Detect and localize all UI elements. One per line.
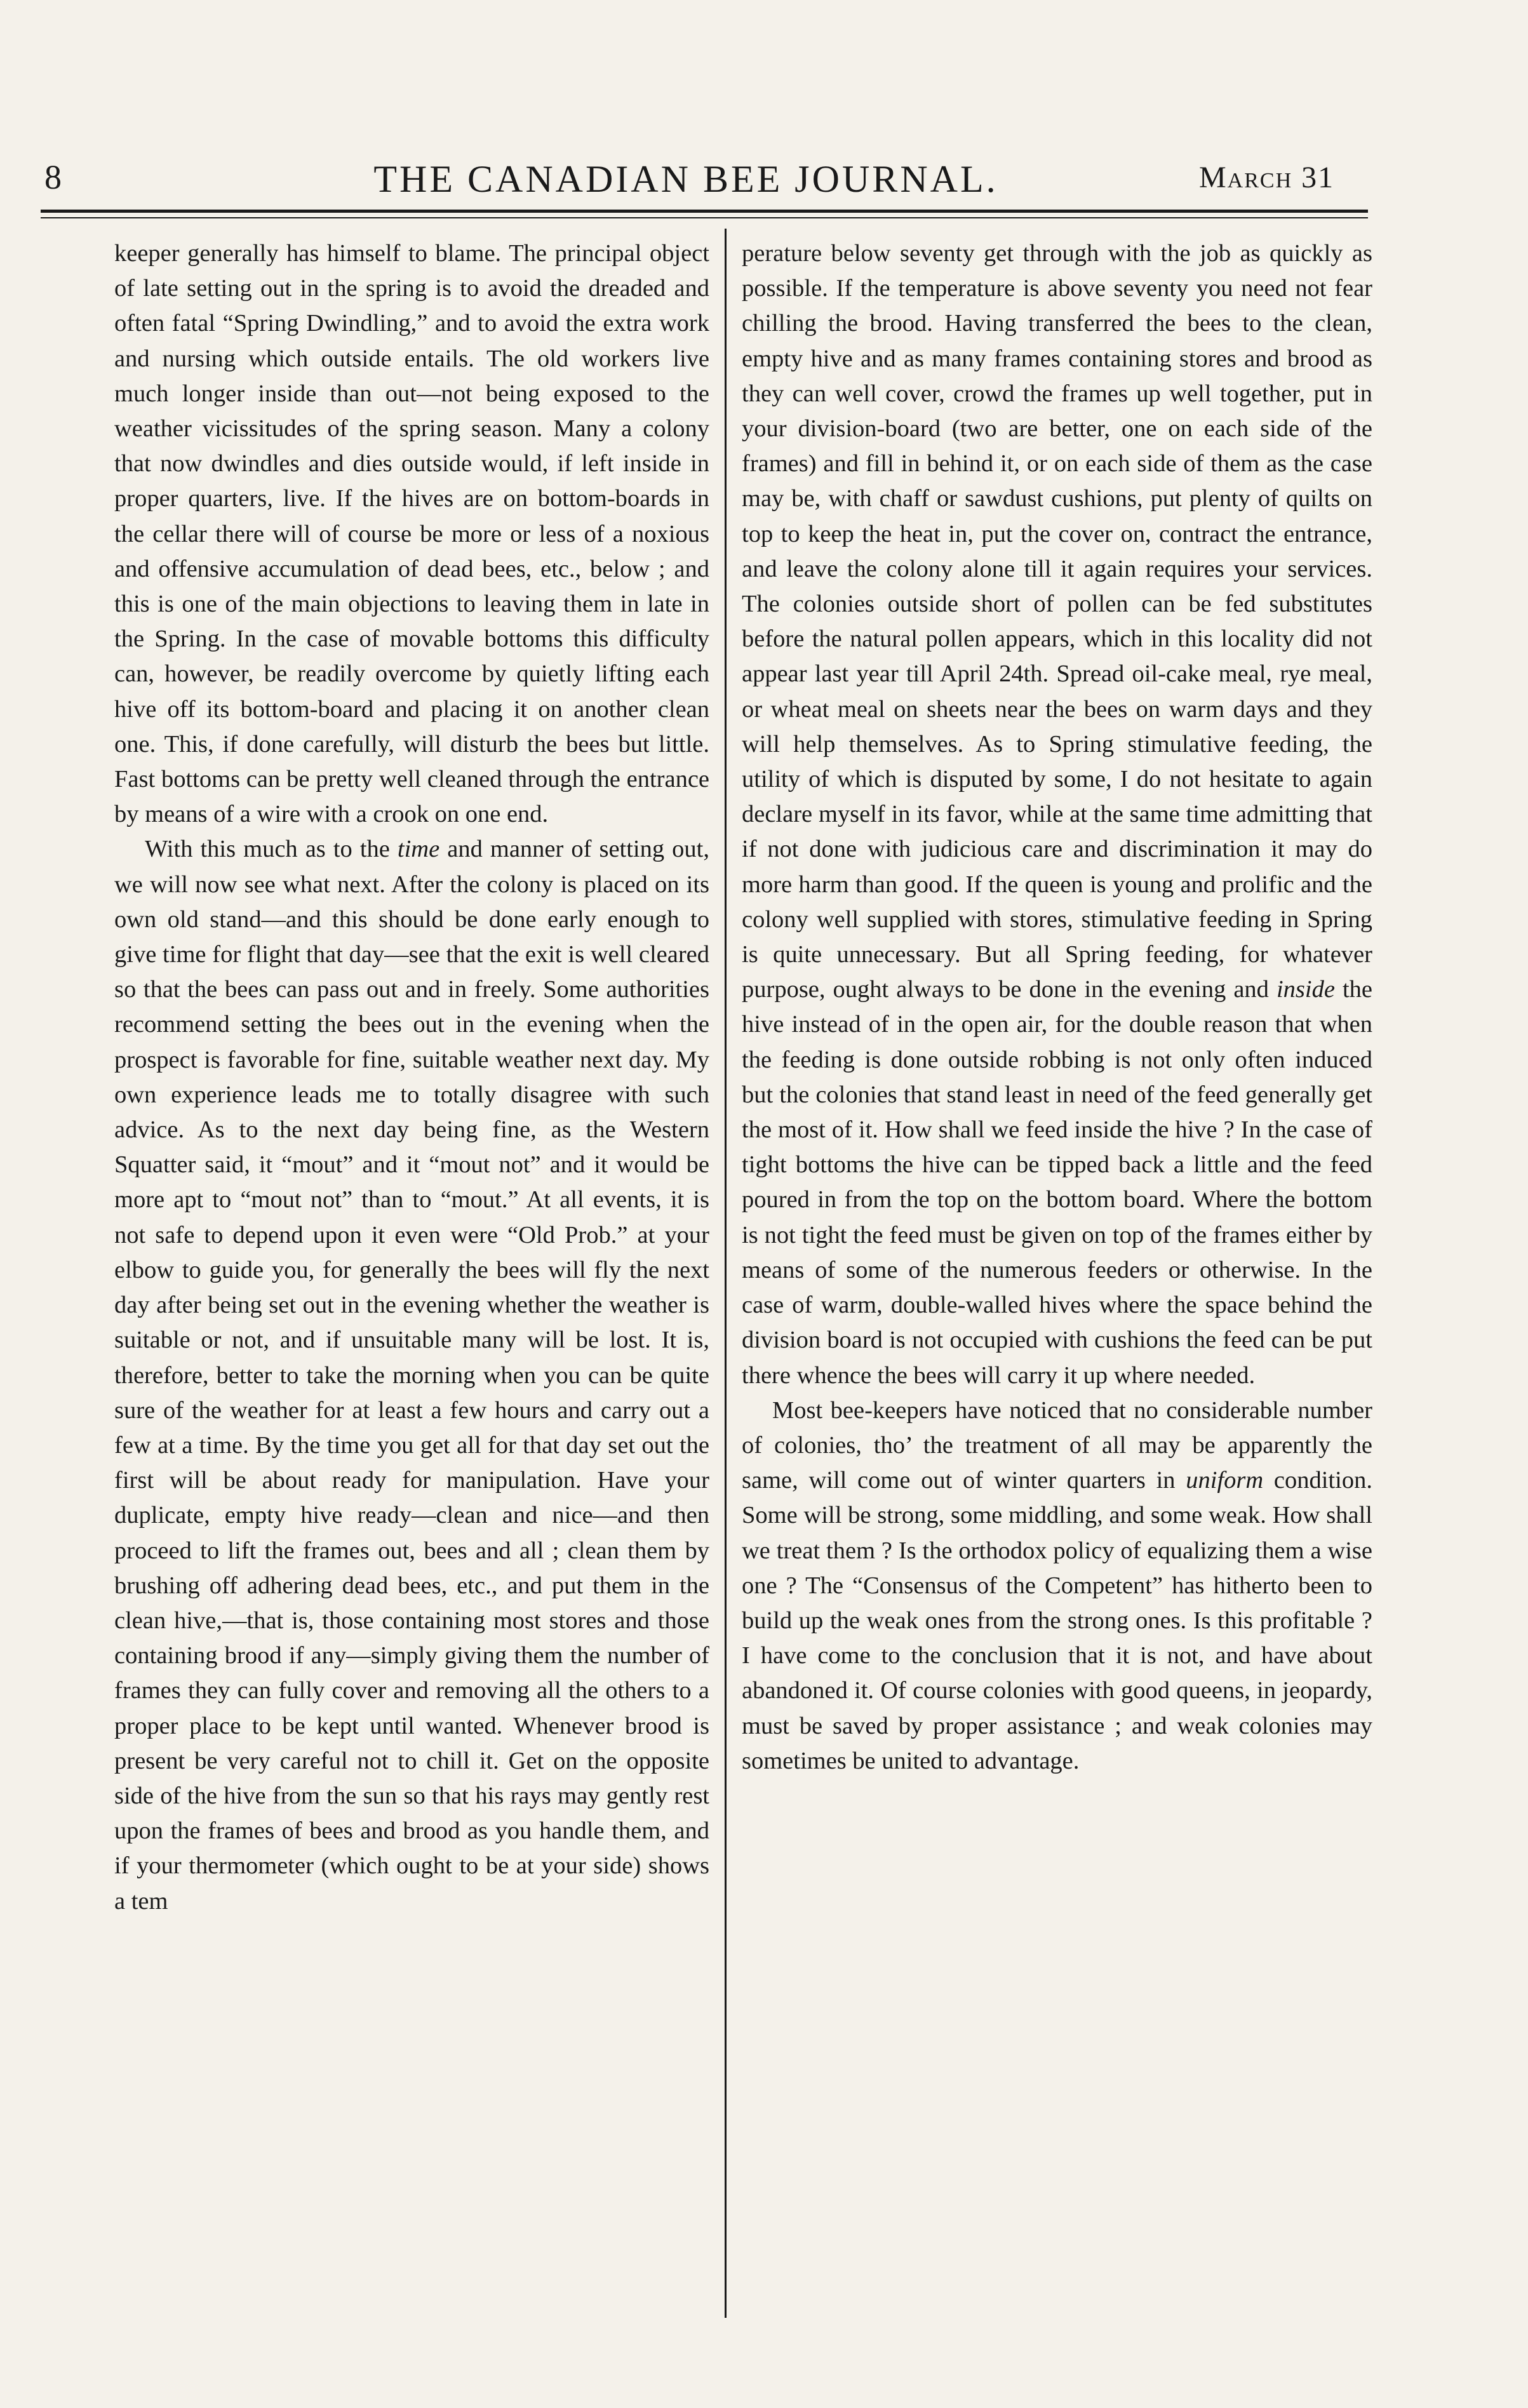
emphasis-uniform: uniform xyxy=(1186,1467,1264,1494)
right-paragraph-2 xyxy=(742,1393,1372,1779)
left-paragraph-2-start: With this much as to the xyxy=(145,836,398,863)
right-paragraph-1-rest: the hive instead of in the open air, for the double reason that when the feeding is done outside robbing is not only often induced but the colonies that stand least in need of the feed generally get the most of it. How shall we feed inside the hive ? In the case of tight bottoms the hive can be tipped back a little and the feed poured in from the top on the bottom board. Where the bottom is not tight the feed must be given on top of the frames either by means of some of the numerous feeders or otherwise. In the case of warm, double-walled hives where the space behind the division board is not occupied with cushions the feed can be put there whence the bees will carry it up where needed. xyxy=(742,976,1372,1389)
emphasis-time: time xyxy=(397,836,440,863)
column-divider xyxy=(725,229,727,2318)
right-paragraph-2-rest: condition. Some will be strong, some middling, and some weak. How shall we treat them ? Is the orthodox policy of equalizing them a wise one ? The “Consensus of the Competent” has hitherto been to build up the weak ones from the strong ones. Is this profitable ? I have come to the conclusion that it is not, and have about abandoned it. Of course colonies with good queens, in jeopardy, must be saved by proper assistance ; and weak colonies may sometimes be united to advantage. xyxy=(742,1467,1372,1774)
right-paragraph-1 xyxy=(742,236,1372,1393)
header-rule-top xyxy=(41,210,1368,213)
emphasis-inside: inside xyxy=(1276,976,1335,1003)
header-rule-bottom xyxy=(41,217,1368,218)
right-paragraph-1-start: perature below seventy get through with the job as quickly as possible. If the temperature is above seventy you need not fear chilling the brood. Having transferred the bees to the clean, empty hive and as many frames containing stores and brood as they can well cover, crowd the frames up well together, put in your division-board (two are better, one on each side of the frames) and fill in behind it, or on each side of them as the case may be, with chaff or sawdust cushions, put plenty of quilts on top to keep the heat in, put the cover on, contract the entrance, and leave the colony alone till it again requires your services. The colonies outside short of pollen can be fed substitutes before the natural pollen appears, which in this locality did not appear last year till April 24th. Spread oil-cake meal, rye meal, or wheat meal on sheets near the bees on warm days and they will help themselves. As to Spring stimulative feeding, the utility of which is disputed by some, I do not hesitate to again declare myself in its favor, while at the same time admitting that if not done with judicious care and discrimination it may do more harm than good. If the queen is young and prolific and the colony well supplied with stores, stimulative feeding in Spring is quite unnecessary. But all Spring feeding, for whatever purpose, ought always to be done in the evening and xyxy=(742,240,1372,1003)
right-column xyxy=(742,236,1372,2332)
journal-title: THE CANADIAN BEE JOURNAL. xyxy=(373,158,998,200)
left-paragraph-2 xyxy=(114,832,709,1918)
left-paragraph-1: keeper generally has himself to blame. The principal object of late setting out in the spring is to avoid the dreaded and often fatal “Spring Dwindling,” and to avoid the extra work and nursing which outside entails. The old workers live much longer inside than out—not being exposed to the weather vicissitudes of the spring season. Many a colony that now dwindles and dies outside would, if left inside in proper quarters, live. If the hives are on bottom-boards in the cellar there will of course be more or less of a noxious and offensive accumulation of dead bees, etc., below ; and this is one of the main objections to leaving them in late in the Spring. In the case of movable bottoms this difficulty can, however, be readily overcome by quietly lifting each hive off its bottom-board and placing it on another clean one. This, if done carefully, will disturb the bees but little. Fast bottoms can be pretty well cleaned through the entrance by means of a wire with a crook on one end. xyxy=(114,240,709,828)
page-number: 8 xyxy=(44,158,62,196)
left-column xyxy=(114,236,709,2332)
left-paragraph-2-rest: and manner of setting out, we will now see what next. After the colony is placed on its own old stand—and this should be done early enough to give time for flight that day—see that the exit is well cleared so that the bees can pass out and in freely. Some authorities recommend setting the bees out in the evening when the prospect is favorable for fine, suitable weather next day. My own experience leads me to totally disagree with such advice. As to the next day being fine, as the Western Squatter said, it “mout” and it “mout not” and it would be more apt to “mout not” than to “mout.” At all events, it is not safe to depend upon it even were “Old Prob.” at your elbow to guide you, for generally the bees will fly the next day after being set out in the evening whether the weather is suitable or not, and if unsuitable many will be lost. It is, therefore, better to take the morning when you can be quite sure of the weather for at least a few hours and carry out a few at a time. By the time you get all for that day set out the first will be about ready for manipulation. Have your duplicate, empty hive ready—clean and nice—and then proceed to lift the frames out, bees and all ; clean them by brushing off adhering dead bees, etc., and put them in the clean hive,—that is, those containing most stores and those containing brood if any—simply giving them the number of frames they can fully cover and removing all the others to a proper place to be kept until wanted. Whenever brood is present be very careful not to chill it. Get on the opposite side of the hive from the sun so that his rays may gently rest upon the frames of bees and brood as you handle them, and if your thermometer (which ought to be at your side) shows a tem xyxy=(114,836,709,1915)
issue-date: March 31 xyxy=(1199,161,1335,194)
right-paragraph-2-start: Most bee-keepers have noticed that no considerable number of colonies, tho’ the treatment of all may be apparently the same, will come out of winter quarters in xyxy=(742,1396,1372,1494)
